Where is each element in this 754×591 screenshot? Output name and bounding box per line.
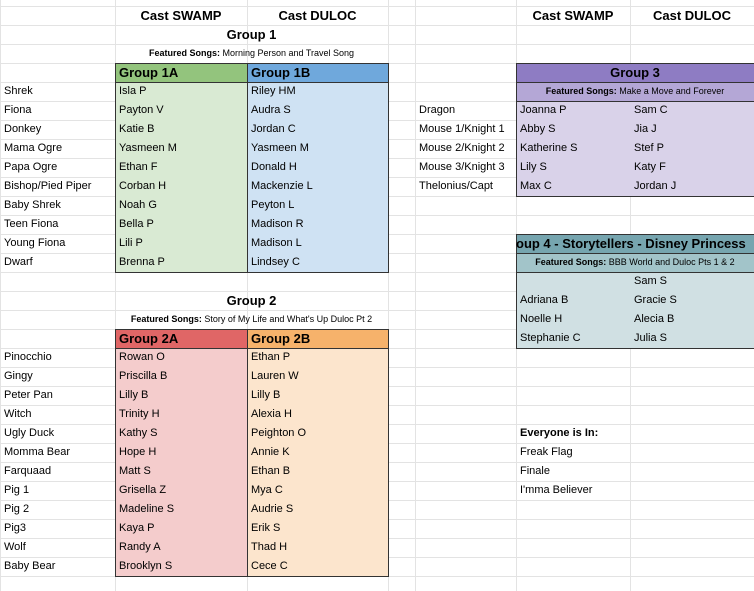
featured-label: Featured Songs: bbox=[130, 314, 202, 324]
role-name: Farquaad bbox=[4, 465, 52, 477]
cast-swamp-cell: Lily S bbox=[520, 161, 547, 173]
cast-duloc-cell: Erik S bbox=[251, 522, 281, 534]
role-name: Baby Shrek bbox=[4, 199, 61, 211]
cast-swamp-cell: Ethan F bbox=[119, 161, 158, 173]
cast-swamp-cell: Brenna P bbox=[119, 256, 165, 268]
cast-swamp-cell: Kaya P bbox=[119, 522, 155, 534]
role-name: Mouse 1/Knight 1 bbox=[419, 123, 505, 135]
role-name: Mama Ogre bbox=[4, 142, 63, 154]
cast-duloc-cell: Madison R bbox=[251, 218, 304, 230]
cast-duloc-cell: Audra S bbox=[251, 104, 291, 116]
cast-duloc-cell: Lilly B bbox=[251, 389, 281, 401]
cast-duloc-cell: Madison L bbox=[251, 237, 302, 249]
role-name: Wolf bbox=[4, 541, 26, 553]
gridline-vertical bbox=[415, 0, 416, 591]
group-1-featured bbox=[115, 44, 388, 63]
cast-swamp-cell: Max C bbox=[520, 180, 552, 192]
group-4-title: oup 4 - Storytellers - Disney Princess bbox=[516, 236, 746, 251]
everyone-song: Freak Flag bbox=[520, 446, 573, 458]
role-name: Dragon bbox=[419, 104, 456, 116]
cast-swamp-cell: Abby S bbox=[520, 123, 556, 135]
cast-swamp-cell: Madeline S bbox=[119, 503, 175, 515]
cast-swamp-cell: Brooklyn S bbox=[119, 560, 173, 572]
role-name: Bishop/Pied Piper bbox=[4, 180, 92, 192]
everyone-song: I'mma Believer bbox=[520, 484, 593, 496]
featured-label: Featured Songs: bbox=[535, 257, 607, 267]
role-name: Pinocchio bbox=[4, 351, 52, 363]
role-name: Ugly Duck bbox=[4, 427, 55, 439]
cast-swamp-cell: Kathy S bbox=[119, 427, 158, 439]
cast-swamp-cell: Stephanie C bbox=[520, 332, 581, 344]
cast-duloc-cell: Mackenzie L bbox=[251, 180, 313, 192]
cast-duloc-cell: Donald H bbox=[251, 161, 297, 173]
cast-swamp-cell: Randy A bbox=[119, 541, 161, 553]
cast-swamp-cell: Isla P bbox=[119, 85, 147, 97]
cast-swamp-cell: Payton V bbox=[119, 104, 164, 116]
role-name: Mouse 2/Knight 2 bbox=[419, 142, 505, 154]
role-name: Baby Bear bbox=[4, 560, 56, 572]
cast-duloc-cell: Annie K bbox=[251, 446, 290, 458]
group-1-title: Group 1 bbox=[226, 27, 277, 42]
cast-swamp-cell: Adriana B bbox=[520, 294, 569, 306]
group-2-featured bbox=[115, 310, 388, 329]
group-1b-header: Group 1B bbox=[251, 65, 311, 80]
column-header-duloc: Cast DULOC bbox=[278, 8, 357, 23]
role-name: Mouse 3/Knight 3 bbox=[419, 161, 505, 173]
cast-duloc-cell: Stef P bbox=[634, 142, 664, 154]
column-header-swamp: Cast SWAMP bbox=[140, 8, 222, 23]
cast-duloc-cell: Lauren W bbox=[251, 370, 299, 382]
group-1a-header: Group 1A bbox=[119, 65, 179, 80]
cast-duloc-cell: Yasmeen M bbox=[251, 142, 309, 154]
role-name: Papa Ogre bbox=[4, 161, 58, 173]
role-name: Young Fiona bbox=[4, 237, 66, 249]
cast-duloc-cell: Ethan B bbox=[251, 465, 291, 477]
cast-duloc-cell: Julia S bbox=[634, 332, 668, 344]
cast-duloc-cell: Lindsey C bbox=[251, 256, 300, 268]
cast-swamp-cell: Hope H bbox=[119, 446, 157, 458]
cast-swamp-cell: Lilly B bbox=[119, 389, 149, 401]
cast-duloc-cell: Peighton O bbox=[251, 427, 307, 439]
role-name: Pig 1 bbox=[4, 484, 30, 496]
role-name: Witch bbox=[4, 408, 32, 420]
role-name: Peter Pan bbox=[4, 389, 53, 401]
cast-swamp-cell: Rowan O bbox=[119, 351, 165, 363]
cast-duloc-cell: Peyton L bbox=[251, 199, 295, 211]
cast-duloc-cell: Sam S bbox=[634, 275, 668, 287]
featured-text: Make a Move and Forever bbox=[616, 86, 725, 96]
cast-duloc-cell: Katy F bbox=[634, 161, 666, 173]
cast-swamp-cell: Noah G bbox=[119, 199, 157, 211]
featured-label: Featured Songs: bbox=[545, 86, 617, 96]
cast-swamp-cell: Matt S bbox=[119, 465, 151, 477]
role-name: Teen Fiona bbox=[4, 218, 59, 230]
cast-swamp-cell: Yasmeen M bbox=[119, 142, 177, 154]
cast-swamp-cell: Noelle H bbox=[520, 313, 563, 325]
cast-duloc-cell: Ethan P bbox=[251, 351, 291, 363]
cast-swamp-cell: Katie B bbox=[119, 123, 155, 135]
group-3-featured bbox=[516, 82, 754, 101]
group-4-featured bbox=[516, 253, 754, 272]
cast-swamp-cell: Lili P bbox=[119, 237, 143, 249]
cast-duloc-cell: Alexia H bbox=[251, 408, 292, 420]
role-name: Fiona bbox=[4, 104, 32, 116]
featured-text: BBB World and Duloc Pts 1 & 2 bbox=[606, 257, 735, 267]
cast-swamp-cell: Katherine S bbox=[520, 142, 578, 154]
cast-duloc-cell: Sam C bbox=[634, 104, 668, 116]
cast-duloc-cell: Riley HM bbox=[251, 85, 296, 97]
role-name: Momma Bear bbox=[4, 446, 71, 458]
role-name: Shrek bbox=[4, 85, 33, 97]
cast-duloc-cell: Mya C bbox=[251, 484, 283, 496]
cast-swamp-cell: Bella P bbox=[119, 218, 154, 230]
role-name: Pig3 bbox=[4, 522, 27, 534]
cast-duloc-cell: Jordan J bbox=[634, 180, 677, 192]
cast-swamp-cell: Corban H bbox=[119, 180, 167, 192]
featured-text: Morning Person and Travel Song bbox=[219, 48, 355, 58]
column-header-duloc: Cast DULOC bbox=[652, 8, 731, 23]
featured-label: Featured Songs: bbox=[148, 48, 220, 58]
cast-swamp-cell: Joanna P bbox=[520, 104, 567, 116]
cast-swamp-cell: Trinity H bbox=[119, 408, 160, 420]
cast-duloc-cell: Jordan C bbox=[251, 123, 296, 135]
group-2-title: Group 2 bbox=[226, 293, 277, 308]
group-2a-header: Group 2A bbox=[119, 331, 179, 346]
column-header-swamp: Cast SWAMP bbox=[532, 8, 614, 23]
role-name: Donkey bbox=[4, 123, 42, 135]
cast-swamp-cell: Priscilla B bbox=[119, 370, 168, 382]
role-name: Gingy bbox=[4, 370, 33, 382]
role-name: Dwarf bbox=[4, 256, 33, 268]
role-name: Thelonius/Capt bbox=[419, 180, 493, 192]
cast-duloc-cell: Gracie S bbox=[634, 294, 677, 306]
everyone-song: Finale bbox=[520, 465, 550, 477]
cast-duloc-cell: Cece C bbox=[251, 560, 288, 572]
everyone-title: Everyone is In: bbox=[520, 427, 599, 439]
cast-duloc-cell: Audrie S bbox=[251, 503, 294, 515]
cast-swamp-cell bbox=[516, 272, 630, 291]
cast-swamp-cell: Grisella Z bbox=[119, 484, 167, 496]
cast-duloc-cell: Thad H bbox=[251, 541, 288, 553]
cast-duloc-cell: Jia J bbox=[634, 123, 657, 135]
group-2b-header: Group 2B bbox=[251, 331, 311, 346]
group-3-title: Group 3 bbox=[610, 65, 660, 80]
featured-text: Story of My Life and What's Up Duloc Pt 2 bbox=[201, 314, 373, 324]
role-name: Pig 2 bbox=[4, 503, 30, 515]
cast-duloc-cell: Alecia B bbox=[634, 313, 675, 325]
